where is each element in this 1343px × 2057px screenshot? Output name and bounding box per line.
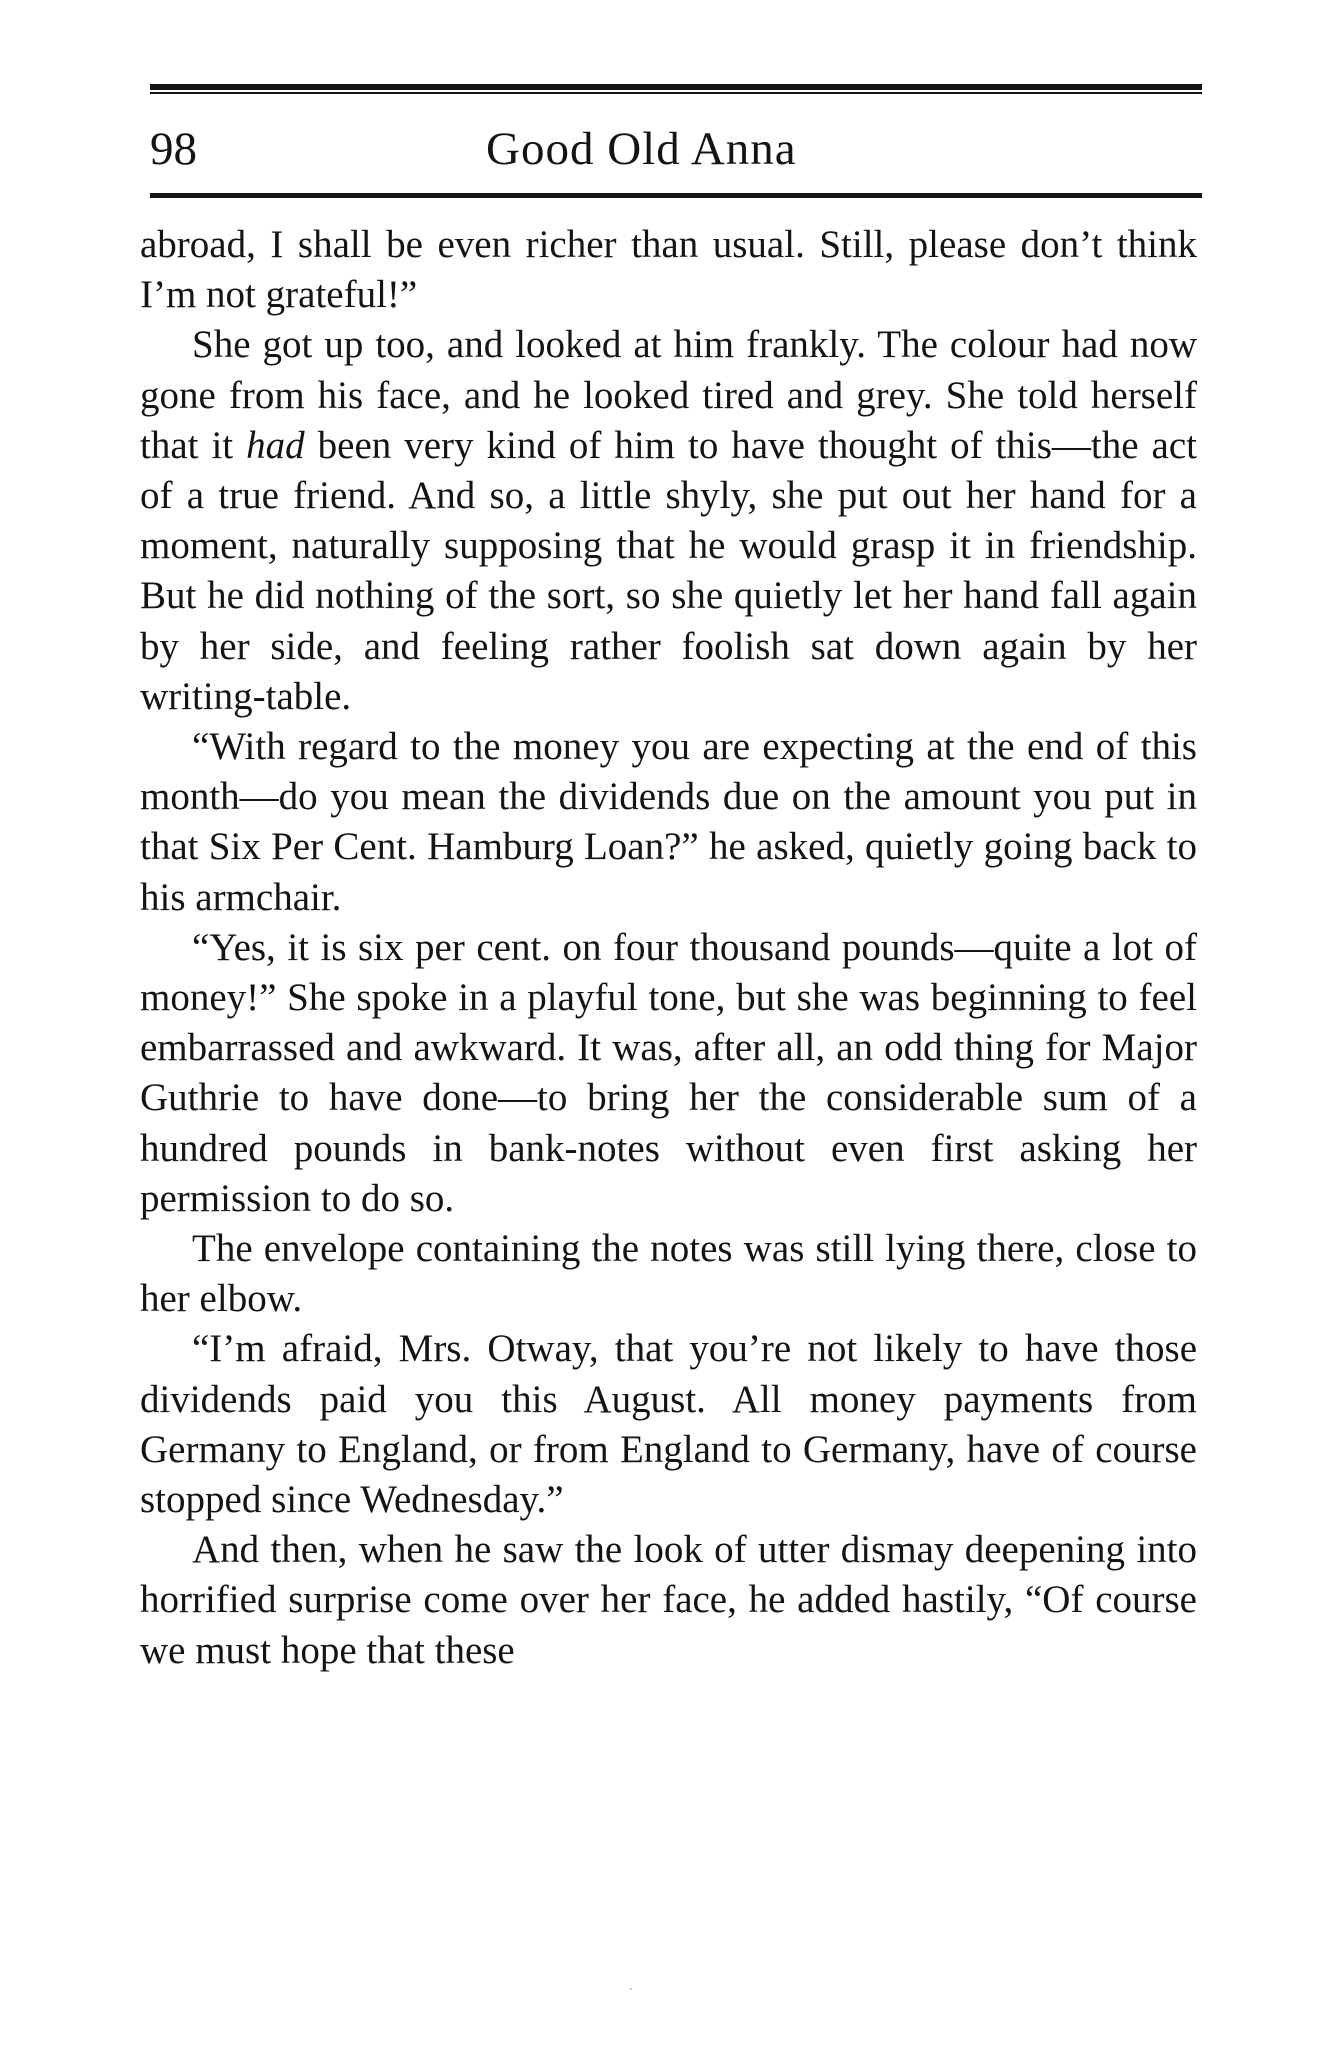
paper-speck: [630, 1988, 632, 1990]
page-header: [150, 114, 1202, 184]
page-body: [140, 220, 1197, 1676]
header-top-rule: [150, 84, 1202, 94]
running-title: Good Old Anna: [486, 123, 797, 175]
paragraph: And then, when he saw the look of utter dismay deepening into horrified surprise come over her face, he added hastily, “Of course we must hope that these: [140, 1528, 1197, 1672]
paragraph: “Yes, it is six per cent. on four thousand pounds—quite a lot of money!” She spoke in a playful tone, but she was beginning to feel embarrassed and awkward. It was, after all, an odd thing for Major Guthrie to have done—to bring her the considerable sum of a hundred pounds in bank-notes without even first asking her permission to do so.: [140, 925, 1197, 1220]
paragraph: [140, 320, 1197, 722]
header-bottom-rule: [150, 193, 1202, 198]
paragraph-text: She got up too, and looked at him frankly. The colour had now gone from his face, and he looked tired and grey. She told herself that it: [140, 323, 1197, 467]
page-number: 98: [150, 123, 197, 175]
paragraph: abroad, I shall be even richer than usual. Still, please don’t think I’m not grateful!”: [140, 223, 1197, 317]
emphasis-text: had: [246, 423, 305, 467]
paragraph: “I’m afraid, Mrs. Otway, that you’re not likely to have those dividends paid you this August. All money payments from Germany to England, or from England to Germany, have of course stopped since Wednesday.”: [140, 1327, 1197, 1522]
paragraph-text: been very kind of him to have thought of this—the act of a true friend. And so, a little shyly, she put out her hand for a moment, naturally supposing that he would grasp it in friendship. But he did nothing of the sort, so she quietly let her hand fall again by her side, and feeling rather foolish sat down again by her writing-table.: [140, 423, 1197, 718]
paragraph: The envelope containing the notes was still lying there, close to her elbow.: [140, 1227, 1197, 1321]
paragraph: “With regard to the money you are expecting at the end of this month—do you mean the dividends due on the amount you put in that Six Per Cent. Hamburg Loan?” he asked, quietly going back to his armchair.: [140, 725, 1197, 919]
